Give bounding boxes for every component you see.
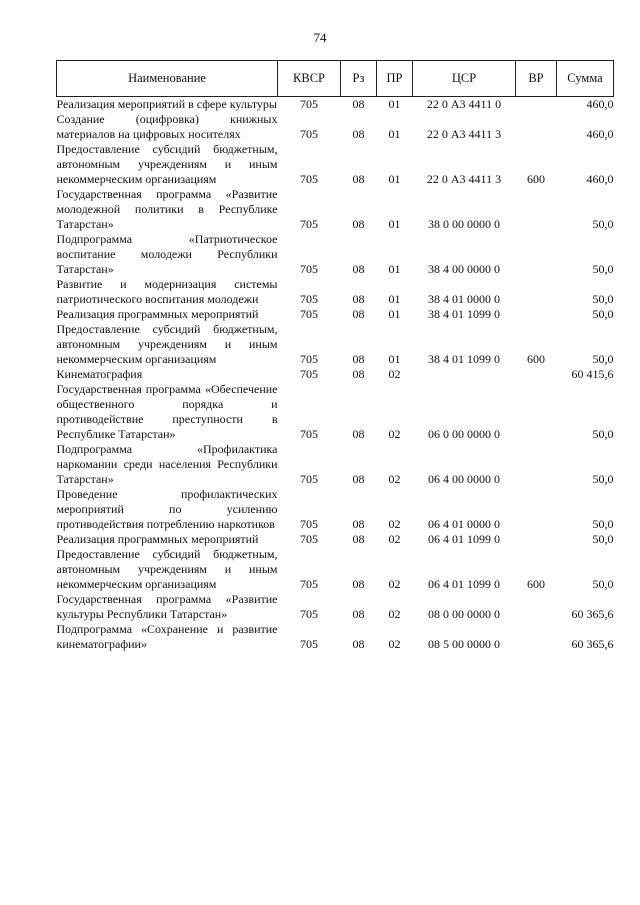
table-row xyxy=(57,532,614,547)
row-pr: 02 xyxy=(388,367,401,381)
row-vr xyxy=(516,532,557,547)
row-csr: 06 4 01 1099 0 xyxy=(428,577,500,591)
row-pr: 01 xyxy=(388,262,401,276)
row-name: Подпрограмма «Патриотическое воспитание молодежи Республики Татарстан» xyxy=(56,232,278,276)
row-rz: 08 xyxy=(352,262,365,276)
row-csr: 06 0 00 0000 0 xyxy=(428,427,500,441)
row-sum: 460,0 xyxy=(586,172,614,186)
row-csr: 38 4 00 0000 0 xyxy=(428,262,500,276)
column-header-pr: ПР xyxy=(377,61,413,97)
row-sum: 50,0 xyxy=(592,217,614,231)
row-vr: 600 xyxy=(527,172,545,186)
row-csr: 22 0 А3 4411 3 xyxy=(426,172,502,186)
row-pr: 02 xyxy=(388,532,401,546)
row-pr: 01 xyxy=(388,217,401,231)
row-pr: 02 xyxy=(388,577,401,591)
row-kvsr: 705 xyxy=(300,637,318,651)
row-csr: 22 0 А3 4411 3 xyxy=(426,127,502,141)
row-sum: 60 365,6 xyxy=(571,637,614,651)
row-rz: 08 xyxy=(352,352,365,366)
row-csr: 06 4 01 1099 0 xyxy=(428,532,500,546)
row-csr: 38 4 01 1099 0 xyxy=(428,307,500,321)
table-row xyxy=(57,307,614,322)
row-name: Предоставление субсидий бюджетным, автономным учреждениям и иным некоммерческим организациям xyxy=(56,547,278,591)
row-vr xyxy=(516,367,557,382)
row-rz: 08 xyxy=(352,307,365,321)
column-header-sum: Сумма xyxy=(557,61,614,97)
row-pr: 01 xyxy=(388,292,401,306)
row-rz: 08 xyxy=(352,127,365,141)
row-rz: 08 xyxy=(352,577,365,591)
row-vr xyxy=(516,442,557,487)
row-pr: 02 xyxy=(388,607,401,621)
table-row xyxy=(57,487,614,532)
row-csr: 08 0 00 0000 0 xyxy=(428,607,500,621)
row-name: Создание (оцифровка) книжных материалов на цифровых носителях xyxy=(56,112,278,141)
row-sum: 50,0 xyxy=(592,472,614,486)
row-vr xyxy=(516,592,557,622)
table-row xyxy=(57,232,614,277)
table-row xyxy=(57,367,614,382)
row-csr: 06 4 00 0000 0 xyxy=(428,472,500,486)
row-vr xyxy=(516,232,557,277)
row-vr xyxy=(516,622,557,652)
row-kvsr: 705 xyxy=(300,367,318,381)
row-kvsr: 705 xyxy=(300,307,318,321)
row-rz: 08 xyxy=(352,172,365,186)
row-pr: 02 xyxy=(388,427,401,441)
row-csr: 38 4 01 1099 0 xyxy=(428,352,500,366)
row-kvsr: 705 xyxy=(300,427,318,441)
row-kvsr: 705 xyxy=(300,292,318,306)
row-kvsr: 705 xyxy=(300,607,318,621)
row-sum: 50,0 xyxy=(592,292,614,306)
table-row xyxy=(57,592,614,622)
row-kvsr: 705 xyxy=(300,217,318,231)
column-header-csr: ЦСР xyxy=(413,61,516,97)
row-vr xyxy=(516,187,557,232)
row-pr: 01 xyxy=(388,172,401,186)
row-kvsr: 705 xyxy=(300,472,318,486)
row-vr xyxy=(516,382,557,442)
row-sum: 50,0 xyxy=(592,352,614,366)
row-kvsr: 705 xyxy=(300,577,318,591)
row-pr: 02 xyxy=(388,517,401,531)
row-name: Предоставление субсидий бюджетным, автономным учреждениям и иным некоммерческим организациям xyxy=(56,322,278,366)
row-csr: 08 5 00 0000 0 xyxy=(428,637,500,651)
row-rz: 08 xyxy=(352,532,365,546)
row-name: Развитие и модернизация системы патриотического воспитания молодежи xyxy=(56,277,278,306)
column-header-kvsr: КВСР xyxy=(278,61,341,97)
row-name: Реализация мероприятий в сфере культуры xyxy=(56,97,277,111)
table-header xyxy=(57,61,614,97)
row-csr: 06 4 01 0000 0 xyxy=(428,517,500,531)
row-name: Предоставление субсидий бюджетным, автономным учреждениям и иным некоммерческим организациям xyxy=(56,142,278,186)
row-sum: 50,0 xyxy=(592,517,614,531)
row-name: Подпрограмма «Профилактика наркомании среди населения Республики Татарстан» xyxy=(56,442,278,486)
row-name: Государственная программа «Развитие молодежной политики в Республике Татарстан» xyxy=(56,187,278,231)
row-pr: 02 xyxy=(388,472,401,486)
table-row xyxy=(57,442,614,487)
row-rz: 08 xyxy=(352,637,365,651)
row-pr: 01 xyxy=(388,307,401,321)
page-number: 74 xyxy=(313,30,327,45)
row-sum: 50,0 xyxy=(592,262,614,276)
row-sum: 60 415,6 xyxy=(571,367,614,381)
row-rz: 08 xyxy=(352,97,365,111)
row-sum: 50,0 xyxy=(592,307,614,321)
table-row xyxy=(57,277,614,307)
row-rz: 08 xyxy=(352,367,365,381)
row-kvsr: 705 xyxy=(300,172,318,186)
row-name: Кинематография xyxy=(56,367,143,381)
column-header-vr: ВР xyxy=(516,61,557,97)
row-rz: 08 xyxy=(352,427,365,441)
table-row xyxy=(57,382,614,442)
row-name: Реализация программных мероприятий xyxy=(56,532,259,546)
row-sum: 460,0 xyxy=(586,97,614,111)
row-kvsr: 705 xyxy=(300,262,318,276)
table-row xyxy=(57,112,614,142)
row-rz: 08 xyxy=(352,517,365,531)
row-name: Подпрограмма «Сохранение и развитие кинематографии» xyxy=(56,622,278,651)
row-name: Реализация программных мероприятий xyxy=(56,307,259,321)
row-rz: 08 xyxy=(352,292,365,306)
row-name: Государственная программа «Обеспечение общественного порядка и противодействие преступности в Республике Татарстан» xyxy=(56,382,278,441)
row-rz: 08 xyxy=(352,607,365,621)
table-row xyxy=(57,97,614,113)
row-sum: 60 365,6 xyxy=(571,607,614,621)
table-body xyxy=(57,97,614,653)
row-rz: 08 xyxy=(352,217,365,231)
row-name: Государственная программа «Развитие культуры Республики Татарстан» xyxy=(56,592,278,621)
row-kvsr: 705 xyxy=(300,97,318,111)
row-kvsr: 705 xyxy=(300,127,318,141)
row-csr: 38 0 00 0000 0 xyxy=(428,217,500,231)
row-csr xyxy=(413,367,516,382)
table-row xyxy=(57,187,614,232)
row-sum: 50,0 xyxy=(592,577,614,591)
row-sum: 50,0 xyxy=(592,532,614,546)
row-vr: 600 xyxy=(527,577,545,591)
row-csr: 22 0 А3 4411 0 xyxy=(426,97,502,111)
row-csr: 38 4 01 0000 0 xyxy=(428,292,500,306)
table-row xyxy=(57,547,614,592)
column-header-name: Наименование xyxy=(57,61,278,97)
row-pr: 01 xyxy=(388,127,401,141)
row-kvsr: 705 xyxy=(300,517,318,531)
row-name: Проведение профилактических мероприятий по усилению противодействия потреблению наркотиков xyxy=(56,487,278,531)
row-vr xyxy=(516,97,557,113)
row-vr xyxy=(516,112,557,142)
row-vr xyxy=(516,487,557,532)
table-row xyxy=(57,322,614,367)
row-vr xyxy=(516,307,557,322)
row-vr: 600 xyxy=(527,352,545,366)
row-sum: 50,0 xyxy=(592,427,614,441)
row-vr xyxy=(516,277,557,307)
row-pr: 01 xyxy=(388,352,401,366)
row-rz: 08 xyxy=(352,472,365,486)
budget-table xyxy=(56,60,614,652)
row-sum: 460,0 xyxy=(586,127,614,141)
table-row xyxy=(57,142,614,187)
row-kvsr: 705 xyxy=(300,532,318,546)
row-pr: 02 xyxy=(388,637,401,651)
row-kvsr: 705 xyxy=(300,352,318,366)
row-pr: 01 xyxy=(388,97,401,111)
table-row xyxy=(57,622,614,652)
column-header-rz: Рз xyxy=(341,61,377,97)
